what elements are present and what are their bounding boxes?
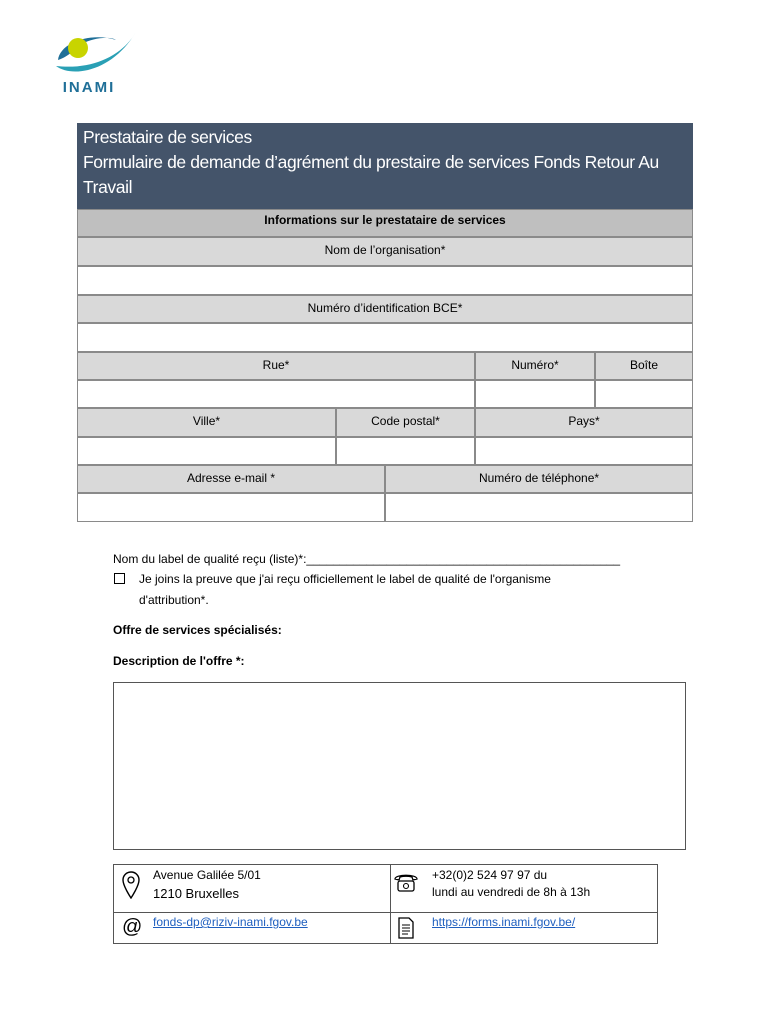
- website-link[interactable]: https://forms.inami.fgov.be/: [432, 915, 576, 929]
- box-label: Boîte: [595, 352, 693, 380]
- number-label: Numéro*: [475, 352, 595, 380]
- email-link[interactable]: fonds-dp@riziv-inami.fgov.be: [153, 915, 308, 929]
- title-line-1: Prestataire de services: [83, 127, 252, 147]
- phone-icon: [393, 871, 419, 898]
- org-name-label: Nom de l’organisation*: [77, 237, 693, 266]
- form-title: [77, 123, 693, 209]
- address-line-2: 1210 Bruxelles: [153, 886, 239, 901]
- street-label: Rue*: [77, 352, 475, 380]
- email-field[interactable]: [77, 493, 385, 522]
- logo-text: INAMI: [62, 79, 116, 96]
- org-name-field[interactable]: [77, 266, 693, 295]
- box-field[interactable]: [595, 380, 693, 408]
- country-label: Pays*: [475, 408, 693, 437]
- postal-code-label: Code postal*: [336, 408, 475, 437]
- country-field[interactable]: [475, 437, 693, 465]
- proof-text-line-1: Je joins la preuve que j'ai reçu officiellement le label de qualité de l'organisme: [139, 572, 551, 586]
- bce-field[interactable]: [77, 323, 693, 352]
- at-sign-icon: @: [122, 916, 143, 938]
- proof-checkbox[interactable]: [114, 573, 125, 584]
- description-textarea[interactable]: [113, 682, 686, 850]
- phone-field[interactable]: [385, 493, 693, 522]
- offer-heading: Offre de services spécialisés:: [113, 623, 282, 637]
- phone-line-1: +32(0)2 524 97 97 du: [432, 868, 548, 882]
- city-label: Ville*: [77, 408, 336, 437]
- description-label: Description de l'offre *:: [113, 654, 245, 668]
- proof-text-line-2: d'attribution*.: [139, 593, 209, 607]
- quality-label-line: Nom du label de qualité reçu (liste)*:_______________________________________________: [113, 552, 621, 566]
- address-line-1: Avenue Galilée 5/01: [153, 868, 261, 882]
- street-field[interactable]: [77, 380, 475, 408]
- title-line-3: Travail: [83, 177, 133, 197]
- postal-code-field[interactable]: [336, 437, 475, 465]
- location-pin-icon: [122, 871, 140, 904]
- phone-label: Numéro de téléphone*: [385, 465, 693, 493]
- section-header: Informations sur le prestataire de services: [77, 209, 693, 237]
- number-field[interactable]: [475, 380, 595, 408]
- title-line-2: Formulaire de demande d’agrément du prestaire de services Fonds Retour Au: [83, 152, 659, 172]
- document-icon: [398, 917, 414, 944]
- bce-label: Numéro d’identification BCE*: [77, 295, 693, 323]
- city-field[interactable]: [77, 437, 336, 465]
- contact-box: [113, 864, 658, 944]
- email-label: Adresse e-mail *: [77, 465, 385, 493]
- phone-line-2: lundi au vendredi de 8h à 13h: [432, 885, 591, 899]
